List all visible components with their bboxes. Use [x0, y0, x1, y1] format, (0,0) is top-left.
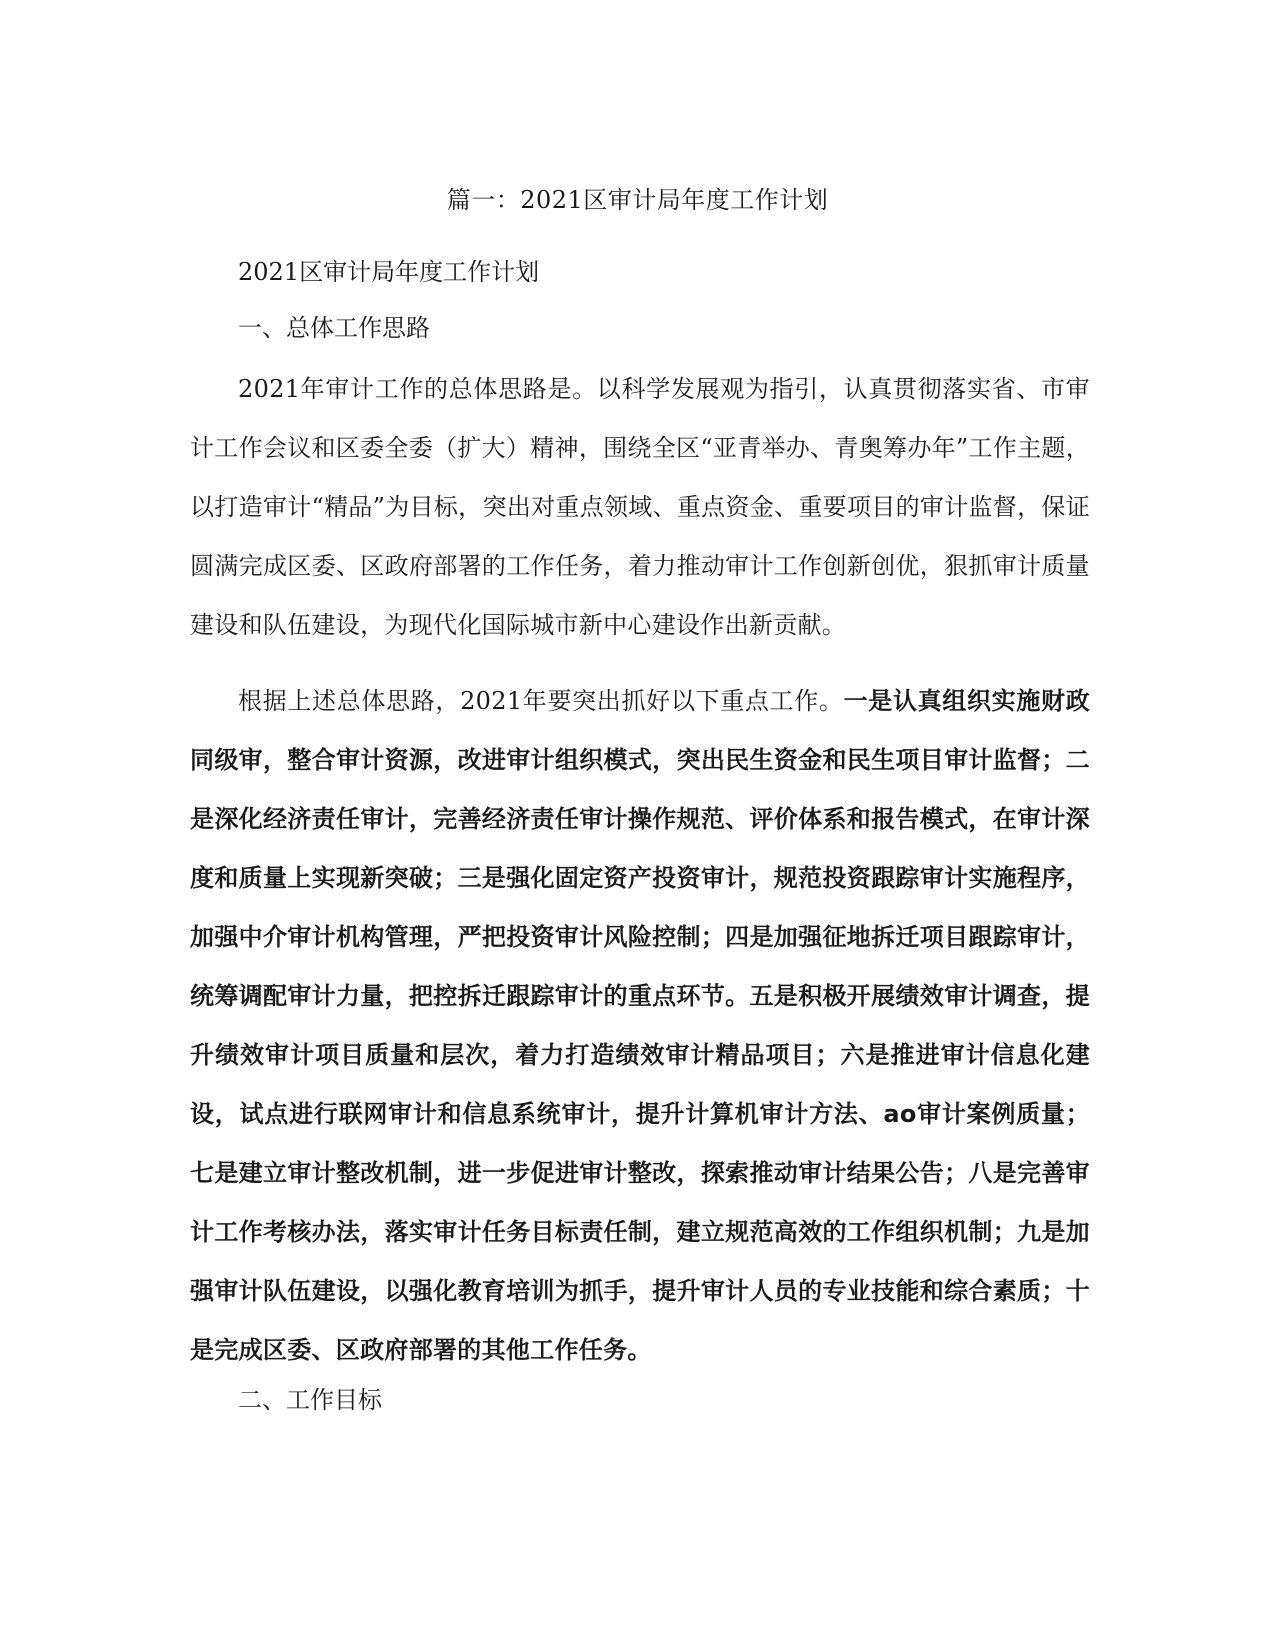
section-heading-1: 一、总体工作思路: [238, 314, 430, 342]
paragraph-overall-approach: 2021年审计工作的总体思路是。以科学发展观为指引，认真贯彻落实省、市审计工作会议和区委全委（扩大）精神，围绕全区“亚青举办、青奥筹办年”工作主题，以打造审计“精品”为目标，突出对重点领域、重点资金、重要项目的审计监督，保证圆满完成区委、区政府部署的工作任务，着力推动审计工作创新创优，狠抓审计质量建设和队伍建设，为现代化国际城市新中心建设作出新贡献。: [190, 375, 1090, 639]
document-title: 篇一：2021区审计局年度工作计划: [446, 186, 829, 214]
paragraph-key-tasks-list: 一是认真组织实施财政同级审，整合审计资源，改进审计组织模式，突出民生资金和民生项目审计监督；二是深化经济责任审计，完善经济责任审计操作规范、评价体系和报告模式，在审计深度和质量上实现新突破；三是强化固定资产投资审计，规范投资跟踪审计实施程序，加强中介审计机构管理，严把投资审计风险控制；四是加强征地拆迁项目跟踪审计，统筹调配审计力量，把控拆迁跟踪审计的重点环节。五是积极开展绩效审计调查，提升绩效审计项目质量和层次，着力打造绩效审计精品项目；六是推进审计信息化建设，试点进行联网审计和信息系统审计，提升计算机审计方法、ao审计案例质量；七是建立审计整改机制，进一步促进审计整改，探索推动审计结果公告；八是完善审计工作考核办法，落实审计任务目标责任制，建立规范高效的工作组织机制；九是加强审计队伍建设，以强化教育培训为抓手，提升审计人员的专业技能和综合素质；十是完成区委、区政府部署的其他工作任务。: [190, 687, 1090, 1364]
document-subtitle: 2021区审计局年度工作计划: [238, 258, 540, 286]
section-heading-2: 二、工作目标: [238, 1386, 382, 1414]
paragraph-key-tasks-lead: 根据上述总体思路，2021年要突出抓好以下重点工作。: [238, 687, 844, 715]
paragraph-key-tasks: [190, 672, 1090, 1380]
